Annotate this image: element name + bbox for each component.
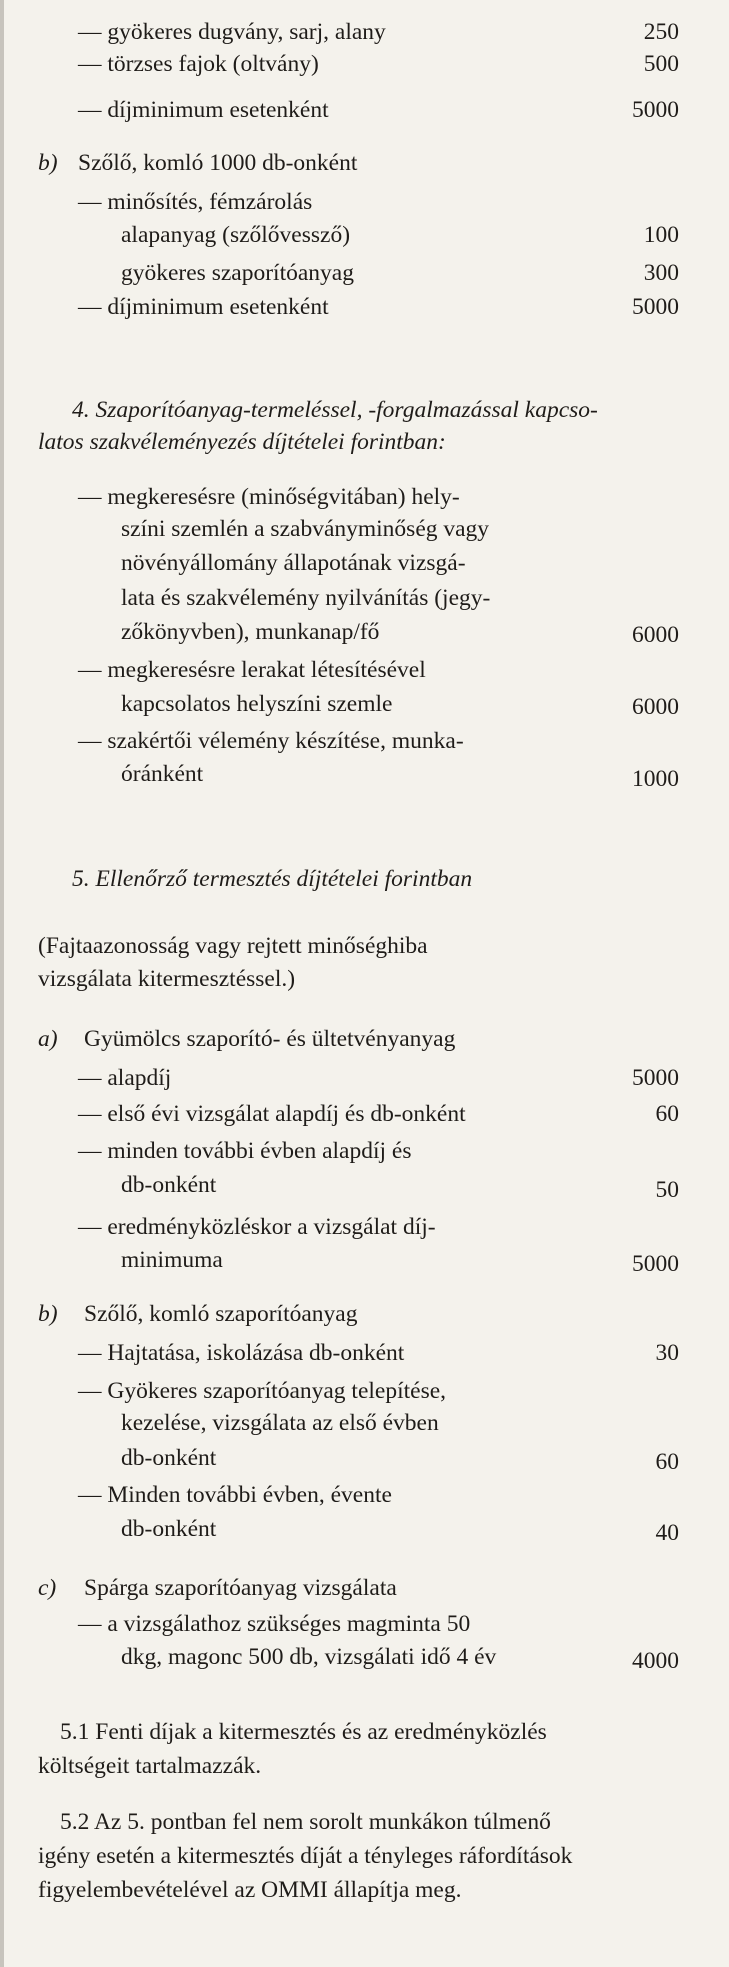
note-5-2: igény esetén a kitermesztés díját a tényleges ráfordítások xyxy=(38,1843,573,1869)
note-5-2: figyelembevételével az OMMI állapítja meg. xyxy=(38,1877,462,1903)
section-b-line: — minősítés, fémzárolás xyxy=(78,189,313,215)
section-b-marker: b) xyxy=(38,150,58,176)
s5-a-item-line: — minden további évben alapdíj és xyxy=(78,1138,412,1164)
note-5-2: 5.2 Az 5. pontban fel nem sorolt munkákon túlmenő xyxy=(60,1809,551,1835)
s5-b-item-value: 40 xyxy=(655,1520,679,1546)
rate-row-value: 500 xyxy=(643,51,679,77)
s5-a-heading: Gyümölcs szaporító- és ültetvényanyag xyxy=(84,1026,456,1052)
s4-item-line: növényállomány állapotának vizsgá- xyxy=(121,550,466,576)
s5-b-item-line: — Minden további évben, évente xyxy=(78,1482,392,1508)
s4-item-line: zőkönyvben), munkanap/fő xyxy=(121,619,380,645)
s4-item-line: óránként xyxy=(121,761,204,787)
section-b-value: 5000 xyxy=(632,294,679,320)
s5-b-item-value: 30 xyxy=(655,1340,679,1366)
s5-c-marker: c) xyxy=(38,1575,57,1601)
s5-b-item-line: db-onként xyxy=(121,1445,217,1471)
section-5-note: (Fajtaazonosság vagy rejtett minőséghiba xyxy=(38,933,428,959)
section-b-line: gyökeres szaporítóanyag xyxy=(121,260,354,286)
section-4-title: latos szakvéleményezés díjtételei forintban: xyxy=(38,429,446,455)
section-5-note: vizsgálata kitermesztéssel.) xyxy=(38,966,296,992)
page-edge-shadow xyxy=(0,0,4,1967)
section-b-line: alapanyag (szőlővessző) xyxy=(121,222,351,248)
s5-b-heading: Szőlő, komló szaporítóanyag xyxy=(84,1301,358,1327)
s5-a-marker: a) xyxy=(38,1026,58,1052)
s5-c-item-value: 4000 xyxy=(632,1648,679,1674)
s4-item-value: 6000 xyxy=(632,622,679,648)
s5-a-item-value: 50 xyxy=(655,1177,679,1203)
note-5-1: költségeit tartalmazzák. xyxy=(38,1753,262,1779)
s5-a-item-value: 5000 xyxy=(632,1251,679,1277)
s5-a-item-line: — eredményközléskor a vizsgálat díj- xyxy=(78,1214,436,1240)
s4-item-line: színi szemlén a szabványminőség vagy xyxy=(121,516,490,542)
s4-item-line: lata és szakvélemény nyilvánítás (jegy- xyxy=(121,585,491,611)
section-b-heading: Szőlő, komló 1000 db-onként xyxy=(78,150,358,176)
section-4-title: 4. Szaporítóanyag-termeléssel, -forgalmazással kapcso- xyxy=(72,397,598,423)
s5-b-marker: b) xyxy=(38,1301,58,1327)
section-5-title: 5. Ellenőrző termesztés díjtételei forintban xyxy=(72,866,473,892)
s5-b-item-line: db-onként xyxy=(121,1516,217,1542)
s5-a-item-line: — első évi vizsgálat alapdíj és db-onként xyxy=(78,1101,466,1127)
s5-c-heading: Spárga szaporítóanyag vizsgálata xyxy=(84,1575,397,1601)
s5-a-item-line: — alapdíj xyxy=(78,1065,172,1091)
s5-a-item-line: db-onként xyxy=(121,1172,217,1198)
s4-item-value: 1000 xyxy=(632,766,679,792)
rate-row-value: 250 xyxy=(643,19,679,45)
s5-b-item-line: — Hajtatása, iskolázása db-onként xyxy=(78,1340,405,1366)
rate-row-value: 5000 xyxy=(632,97,679,123)
s5-c-item-line: dkg, magonc 500 db, vizsgálati idő 4 év xyxy=(121,1644,497,1670)
s4-item-line: — szakértői vélemény készítése, munka- xyxy=(78,728,464,754)
section-b-value: 100 xyxy=(643,222,679,248)
note-5-1: 5.1 Fenti díjak a kitermesztés és az eredményközlés xyxy=(60,1719,547,1745)
section-b-value: 300 xyxy=(643,260,679,286)
s4-item-line: kapcsolatos helyszíni szemle xyxy=(121,691,393,717)
rate-row-label: — díjminimum esetenként xyxy=(78,97,329,123)
s5-a-item-value: 60 xyxy=(655,1101,679,1127)
rate-row-label: — törzses fajok (oltvány) xyxy=(78,51,319,77)
s5-a-item-line: minimuma xyxy=(121,1247,223,1273)
s5-b-item-line: kezelése, vizsgálata az első évben xyxy=(121,1410,439,1436)
s5-b-item-value: 60 xyxy=(655,1449,679,1475)
s4-item-line: — megkeresésre (minőségvitában) hely- xyxy=(78,484,460,510)
s5-a-item-value: 5000 xyxy=(632,1065,679,1091)
rate-row-label: — gyökeres dugvány, sarj, alany xyxy=(78,19,386,45)
s4-item-line: — megkeresésre lerakat létesítésével xyxy=(78,657,426,683)
section-b-line: — díjminimum esetenként xyxy=(78,294,329,320)
s5-c-item-line: — a vizsgálathoz szükséges magminta 50 xyxy=(78,1611,471,1637)
s4-item-value: 6000 xyxy=(632,694,679,720)
s5-b-item-line: — Gyökeres szaporítóanyag telepítése, xyxy=(78,1378,447,1404)
